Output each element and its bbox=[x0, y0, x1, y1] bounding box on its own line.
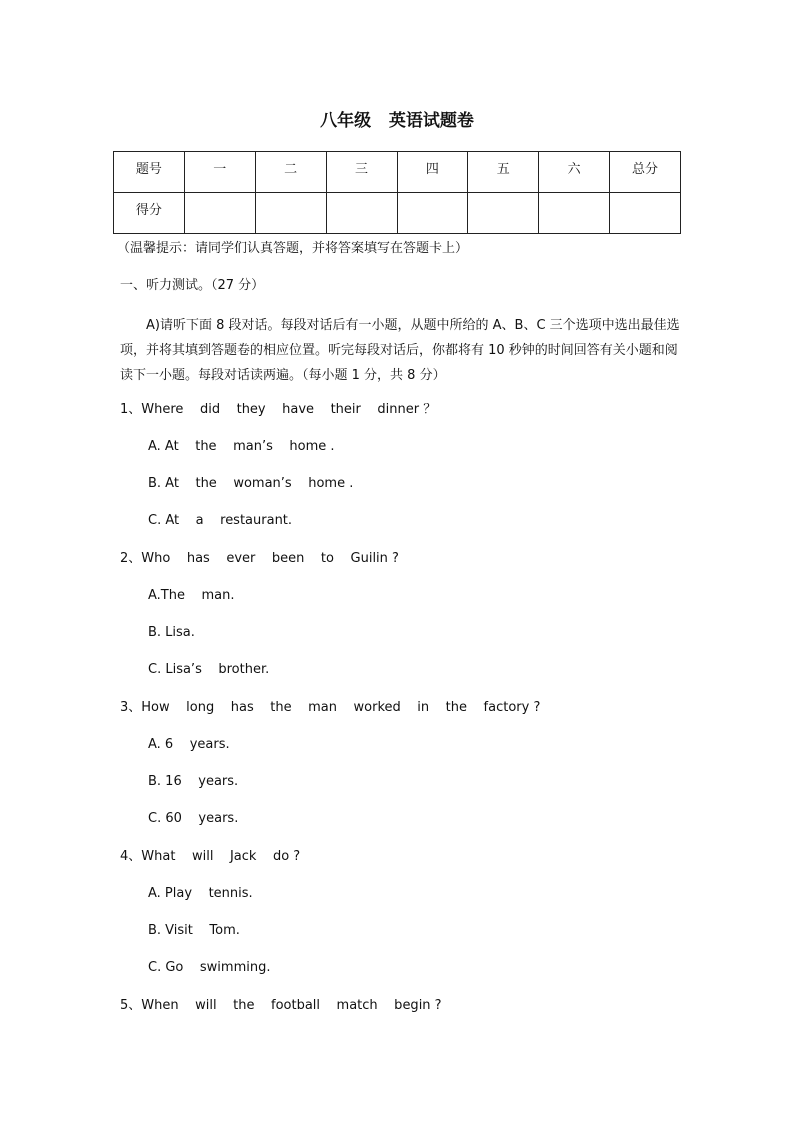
score-cell-label-question: 题号 bbox=[114, 152, 185, 193]
score-blank bbox=[468, 193, 539, 234]
question-4-stem: 4、What will Jack do ? bbox=[120, 849, 301, 864]
question-1-option-c: C. At a restaurant. bbox=[148, 513, 293, 528]
score-cell-section-4: 四 bbox=[397, 152, 468, 193]
section-heading: 一、听力测试。（27 分） bbox=[120, 278, 265, 293]
score-blank bbox=[255, 193, 326, 234]
question-4-option-b: B. Visit Tom. bbox=[148, 923, 240, 938]
score-blank bbox=[397, 193, 468, 234]
question-2-option-a: A.The man. bbox=[148, 588, 235, 603]
score-blank bbox=[184, 193, 255, 234]
score-table bbox=[113, 151, 681, 234]
question-3-stem: 3、How long has the man worked in the factory ? bbox=[120, 700, 541, 715]
question-4-option-c: C. Go swimming. bbox=[148, 960, 271, 975]
score-blank bbox=[539, 193, 610, 234]
score-cell-section-1: 一 bbox=[184, 152, 255, 193]
question-2-option-b: B. Lisa. bbox=[148, 625, 195, 640]
question-2-stem: 2、Who has ever been to Guilin ? bbox=[120, 551, 399, 566]
tip-text: （温馨提示：请同学们认真答题，并将答案填写在答题卡上） bbox=[117, 241, 469, 256]
section-instruction: A)请听下面 8 段对话。每段对话后有一小题，从题中所给的 A、B、C 三个选项中选出最佳选项，并将其填到答题卷的相应位置。听完每段对话后，你都将有 10 秒钟的时间回答有关小题和阅读下一小题。每段对话读两遍。（每小题 1 分，共 8 分） bbox=[120, 318, 680, 383]
question-3-option-c: C. 60 years. bbox=[148, 811, 239, 826]
score-cell-section-6: 六 bbox=[539, 152, 610, 193]
question-3-option-b: B. 16 years. bbox=[148, 774, 239, 789]
score-cell-section-3: 三 bbox=[326, 152, 397, 193]
question-3-option-a: A. 6 years. bbox=[148, 737, 230, 752]
question-1-option-a: A. At the man’s home . bbox=[148, 439, 335, 454]
question-1-stem: 1、Where did they have their dinner ？ bbox=[120, 402, 437, 417]
question-5-stem: 5、When will the football match begin ? bbox=[120, 998, 442, 1013]
score-cell-label-score: 得分 bbox=[114, 193, 185, 234]
score-blank bbox=[326, 193, 397, 234]
score-table-header-row bbox=[114, 152, 681, 193]
score-table-score-row bbox=[114, 193, 681, 234]
score-blank bbox=[610, 193, 681, 234]
score-cell-section-2: 二 bbox=[255, 152, 326, 193]
page-title: 八年级 英语试题卷 bbox=[320, 111, 474, 131]
score-cell-total: 总分 bbox=[610, 152, 681, 193]
question-1-option-b: B. At the woman’s home . bbox=[148, 476, 354, 491]
question-4-option-a: A. Play tennis. bbox=[148, 886, 253, 901]
score-cell-section-5: 五 bbox=[468, 152, 539, 193]
question-2-option-c: C. Lisa’s brother. bbox=[148, 662, 270, 677]
